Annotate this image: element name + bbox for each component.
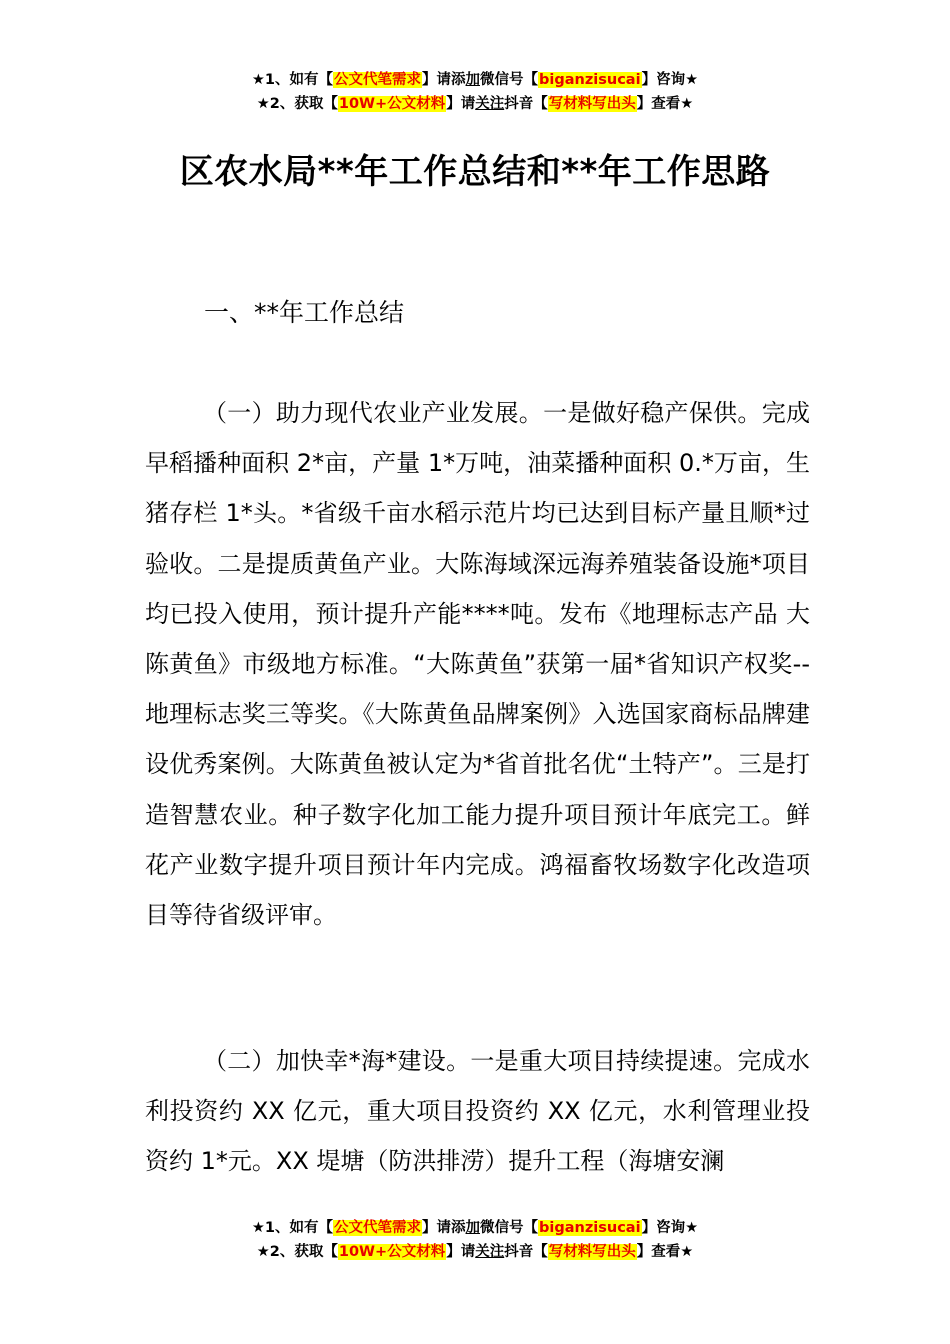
section-heading: 一、**年工作总结 — [204, 298, 405, 327]
promo-line-2: ★2、获取【10W+公文材料】请关注抖音【写材料写出头】查看★ — [256, 96, 694, 112]
promo-line-2-bottom: ★2、获取【10W+公文材料】请关注抖音【写材料写出头】查看★ — [256, 1244, 694, 1260]
promo-line-1: ★1、如有【公文代笔需求】请添加微信号【biganzisucai】咨询★ — [251, 72, 699, 88]
promo-highlight-materials: 10W+公文材料 — [338, 1244, 446, 1260]
paragraph-agriculture: （一）助力现代农业产业发展。一是做好稳产保供。完成早稻播种面积 2*亩，产量 1*万吨，油菜播种面积 0.*万亩，生猪存栏 1*头。*省级千亩水稻示范片均已达到目标产量且顺*过验收。二是提质黄鱼产业。大陈海域深远海养殖装备设施*项目均已投入使用，预计提升产能****吨。发布《地理标志产品 大陈黄鱼》市级地方标准。“大陈黄鱼”获第一届*省知识产权奖--地理标志奖三等奖。《大陈黄鱼品牌案例》入选国家商标品牌建设优秀案例。大陈黄鱼被认定为*省首批名优“土特产”。三是打造智慧农业。种子数字化加工能力提升项目预计年底完工。鲜花产业数字提升项目预计年内完成。鸿福畜牧场数字化改造项目等待省级评审。 — [145, 399, 810, 930]
promo-highlight-douyin: 写材料写出头 — [548, 1244, 636, 1260]
promo-highlight-wechat: biganzisucai — [539, 1220, 641, 1236]
promo-highlight-service: 公文代笔需求 — [334, 72, 422, 88]
promo-highlight-materials: 10W+公文材料 — [338, 96, 446, 112]
promo-banner-top — [0, 68, 950, 116]
promo-line-1-bottom: ★1、如有【公文代笔需求】请添加微信号【biganzisucai】咨询★ — [251, 1220, 699, 1236]
document-title: 区农水局**年工作总结和**年工作思路 — [179, 152, 771, 192]
promo-banner-bottom — [0, 1216, 950, 1264]
promo-highlight-wechat: biganzisucai — [539, 72, 641, 88]
paragraph-construction: （二）加快幸*海*建设。一是重大项目持续提速。完成水利投资约 XX 亿元，重大项目投资约 XX 亿元，水利管理业投资约 1*元。XX 堤塘（防洪排涝）提升工程（海塘安澜 — [145, 1047, 810, 1176]
promo-highlight-douyin: 写材料写出头 — [548, 96, 636, 112]
promo-highlight-service: 公文代笔需求 — [334, 1220, 422, 1236]
